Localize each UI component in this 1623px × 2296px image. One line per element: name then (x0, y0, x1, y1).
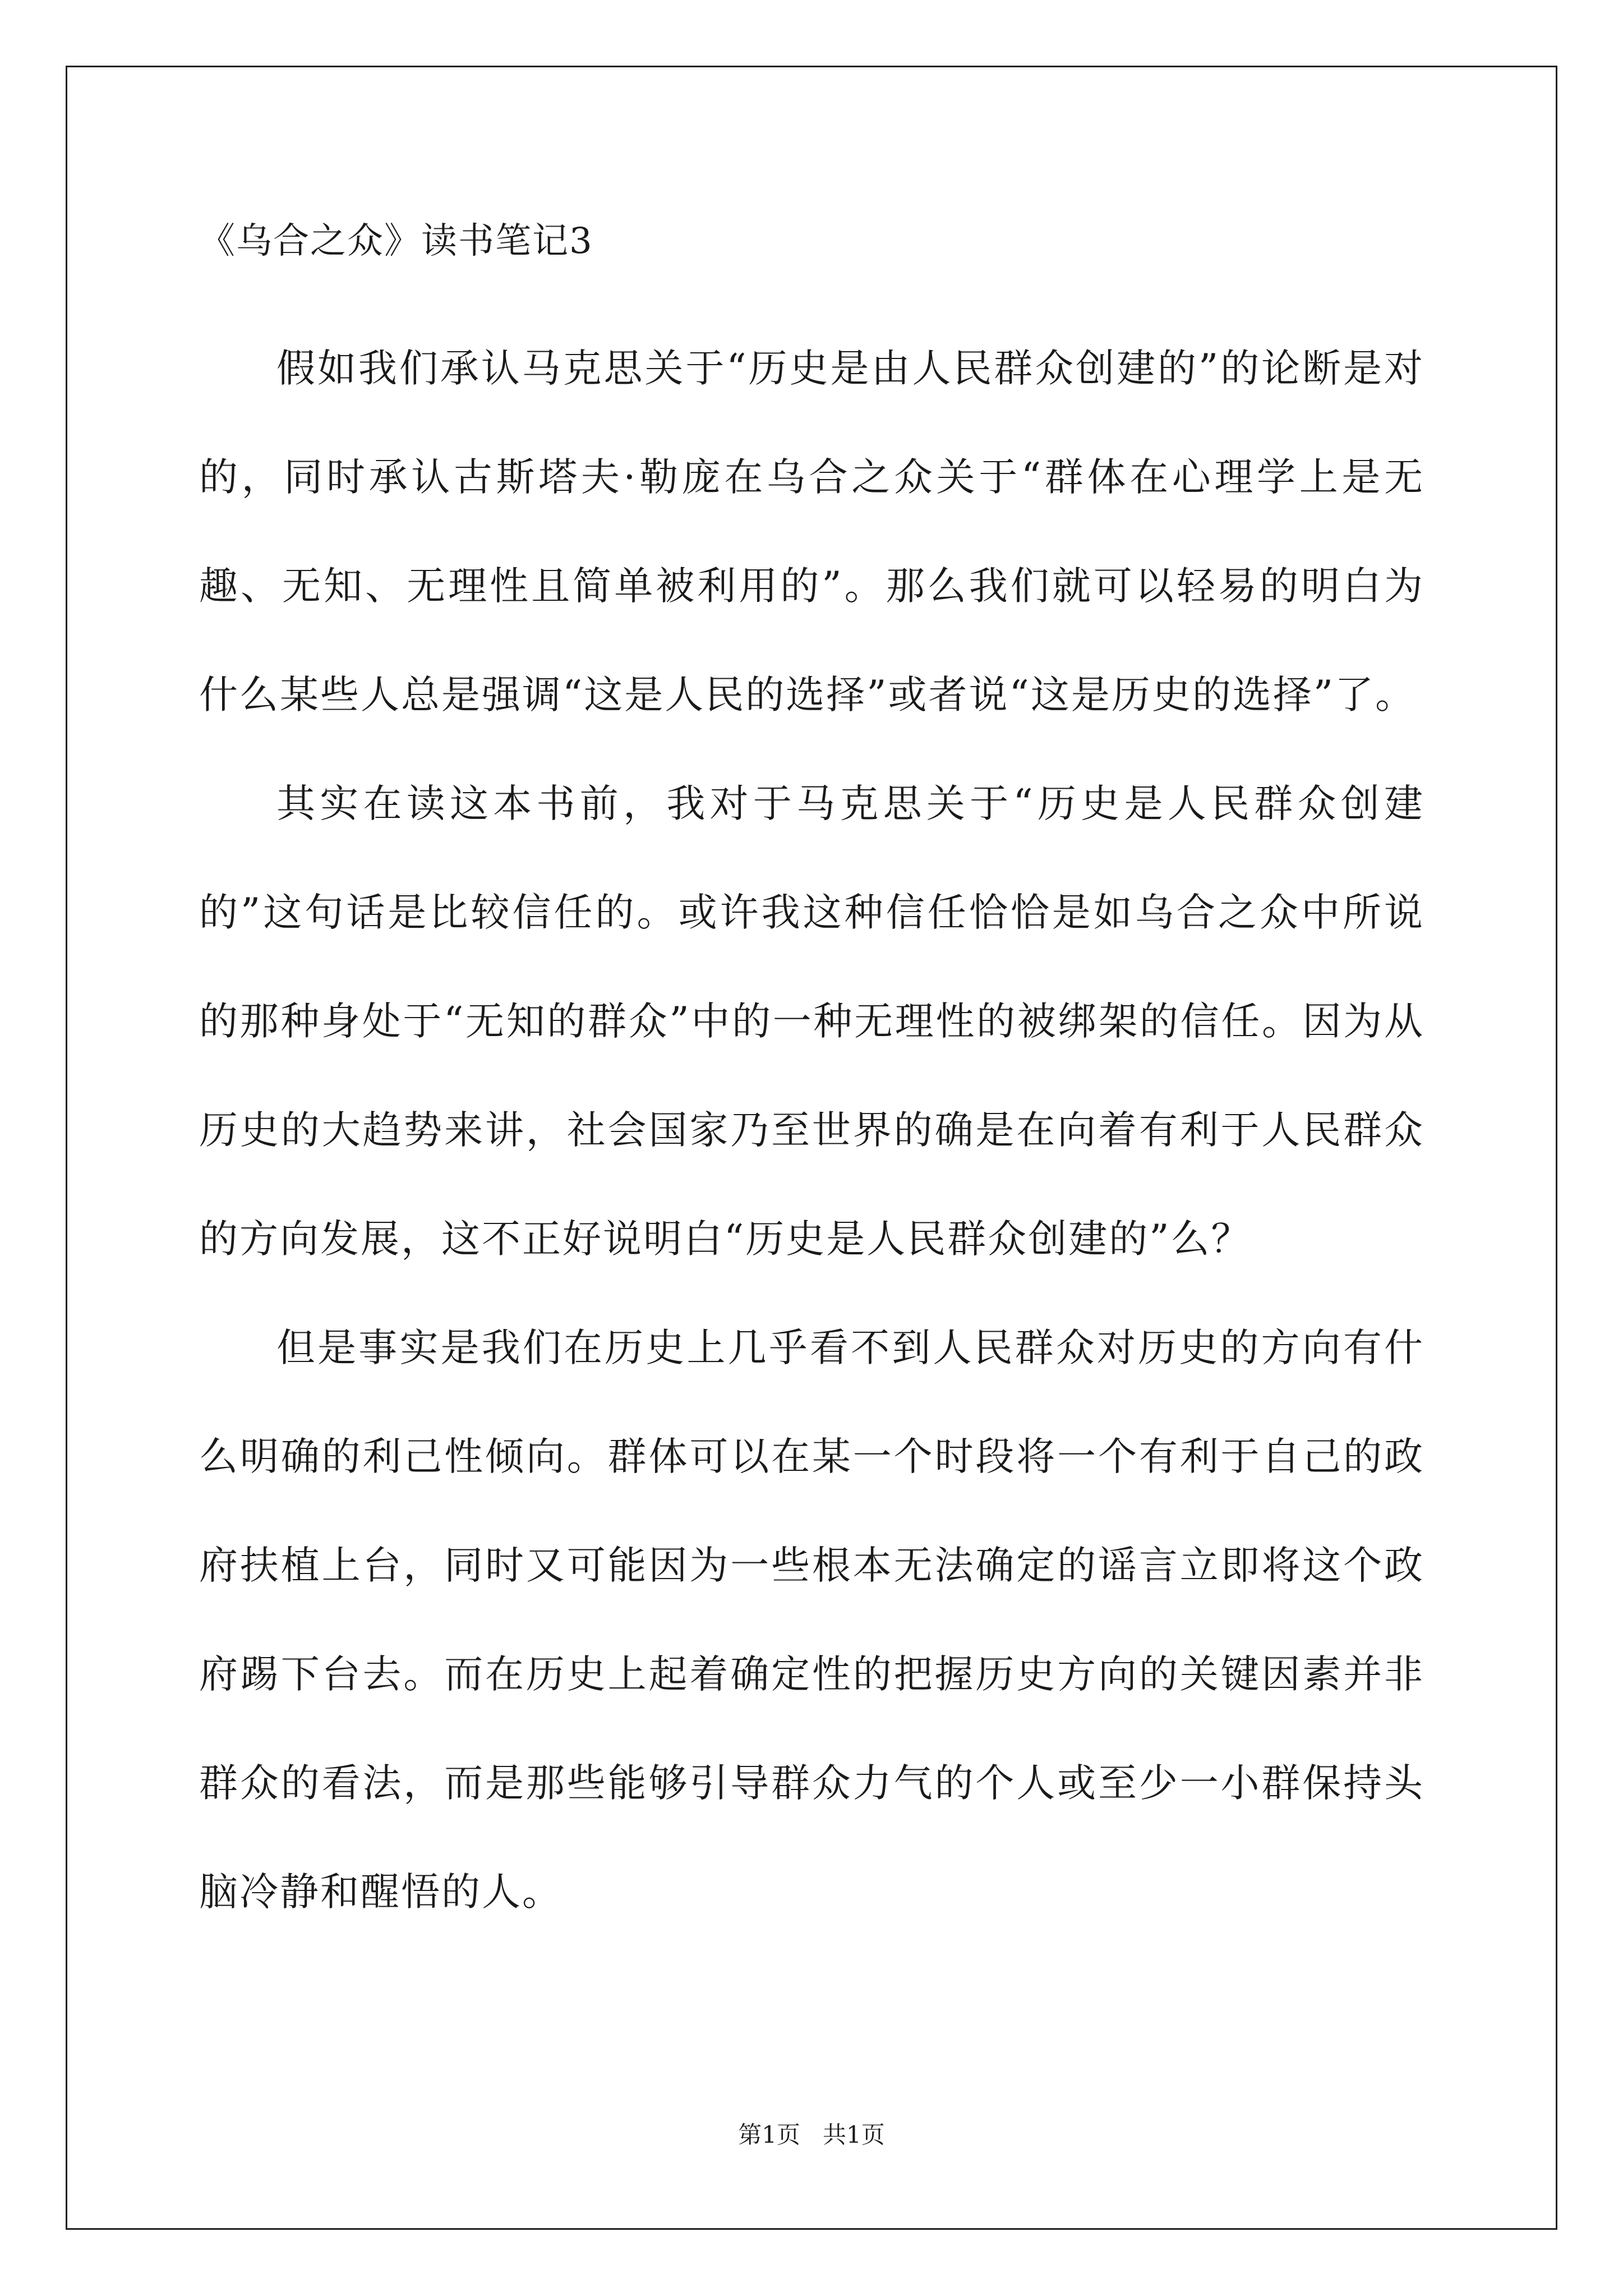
page-number: 第1页 (738, 2121, 800, 2148)
document-title: 《乌合之众》读书笔记3 (199, 220, 593, 262)
page-total: 共1页 (823, 2121, 885, 2148)
page-footer (0, 2123, 1623, 2147)
paragraph-2: 其实在读这本书前，我对于马克思关于“历史是人民群众创建的”这句话是比较信任的。或许我这种信任恰恰是如乌合之众中所说的那种身处于“无知的群众”中的一种无理性的被绑架的信任。因为从历史的大趋势来讲，社会国家乃至世界的确是在向着有利于人民群众的方向发展，这不正好说明白“历史是人民群众创建的”么？ (199, 781, 1424, 1262)
paragraph-3: 但是事实是我们在历史上几乎看不到人民群众对历史的方向有什么明确的利己性倾向。群体可以在某一个时段将一个有利于自己的政府扶植上台，同时又可能因为一些根本无法确定的谣言立即将这个政府踢下台去。而在历史上起着确定性的把握历史方向的关键因素并非群众的看法，而是那些能够引导群众力气的个人或至少一小群保持头脑冷静和醒悟的人。 (199, 1326, 1424, 1915)
document-body (199, 314, 1424, 1947)
paragraph-1: 假如我们承认马克思关于“历史是由人民群众创建的”的论断是对的，同时承认古斯塔夫·勒庞在乌合之众关于“群体在心理学上是无趣、无知、无理性且简单被利用的”。那么我们就可以轻易的明白为什么某些人总是强调“这是人民的选择”或者说“这是历史的选择”了。 (199, 346, 1424, 717)
